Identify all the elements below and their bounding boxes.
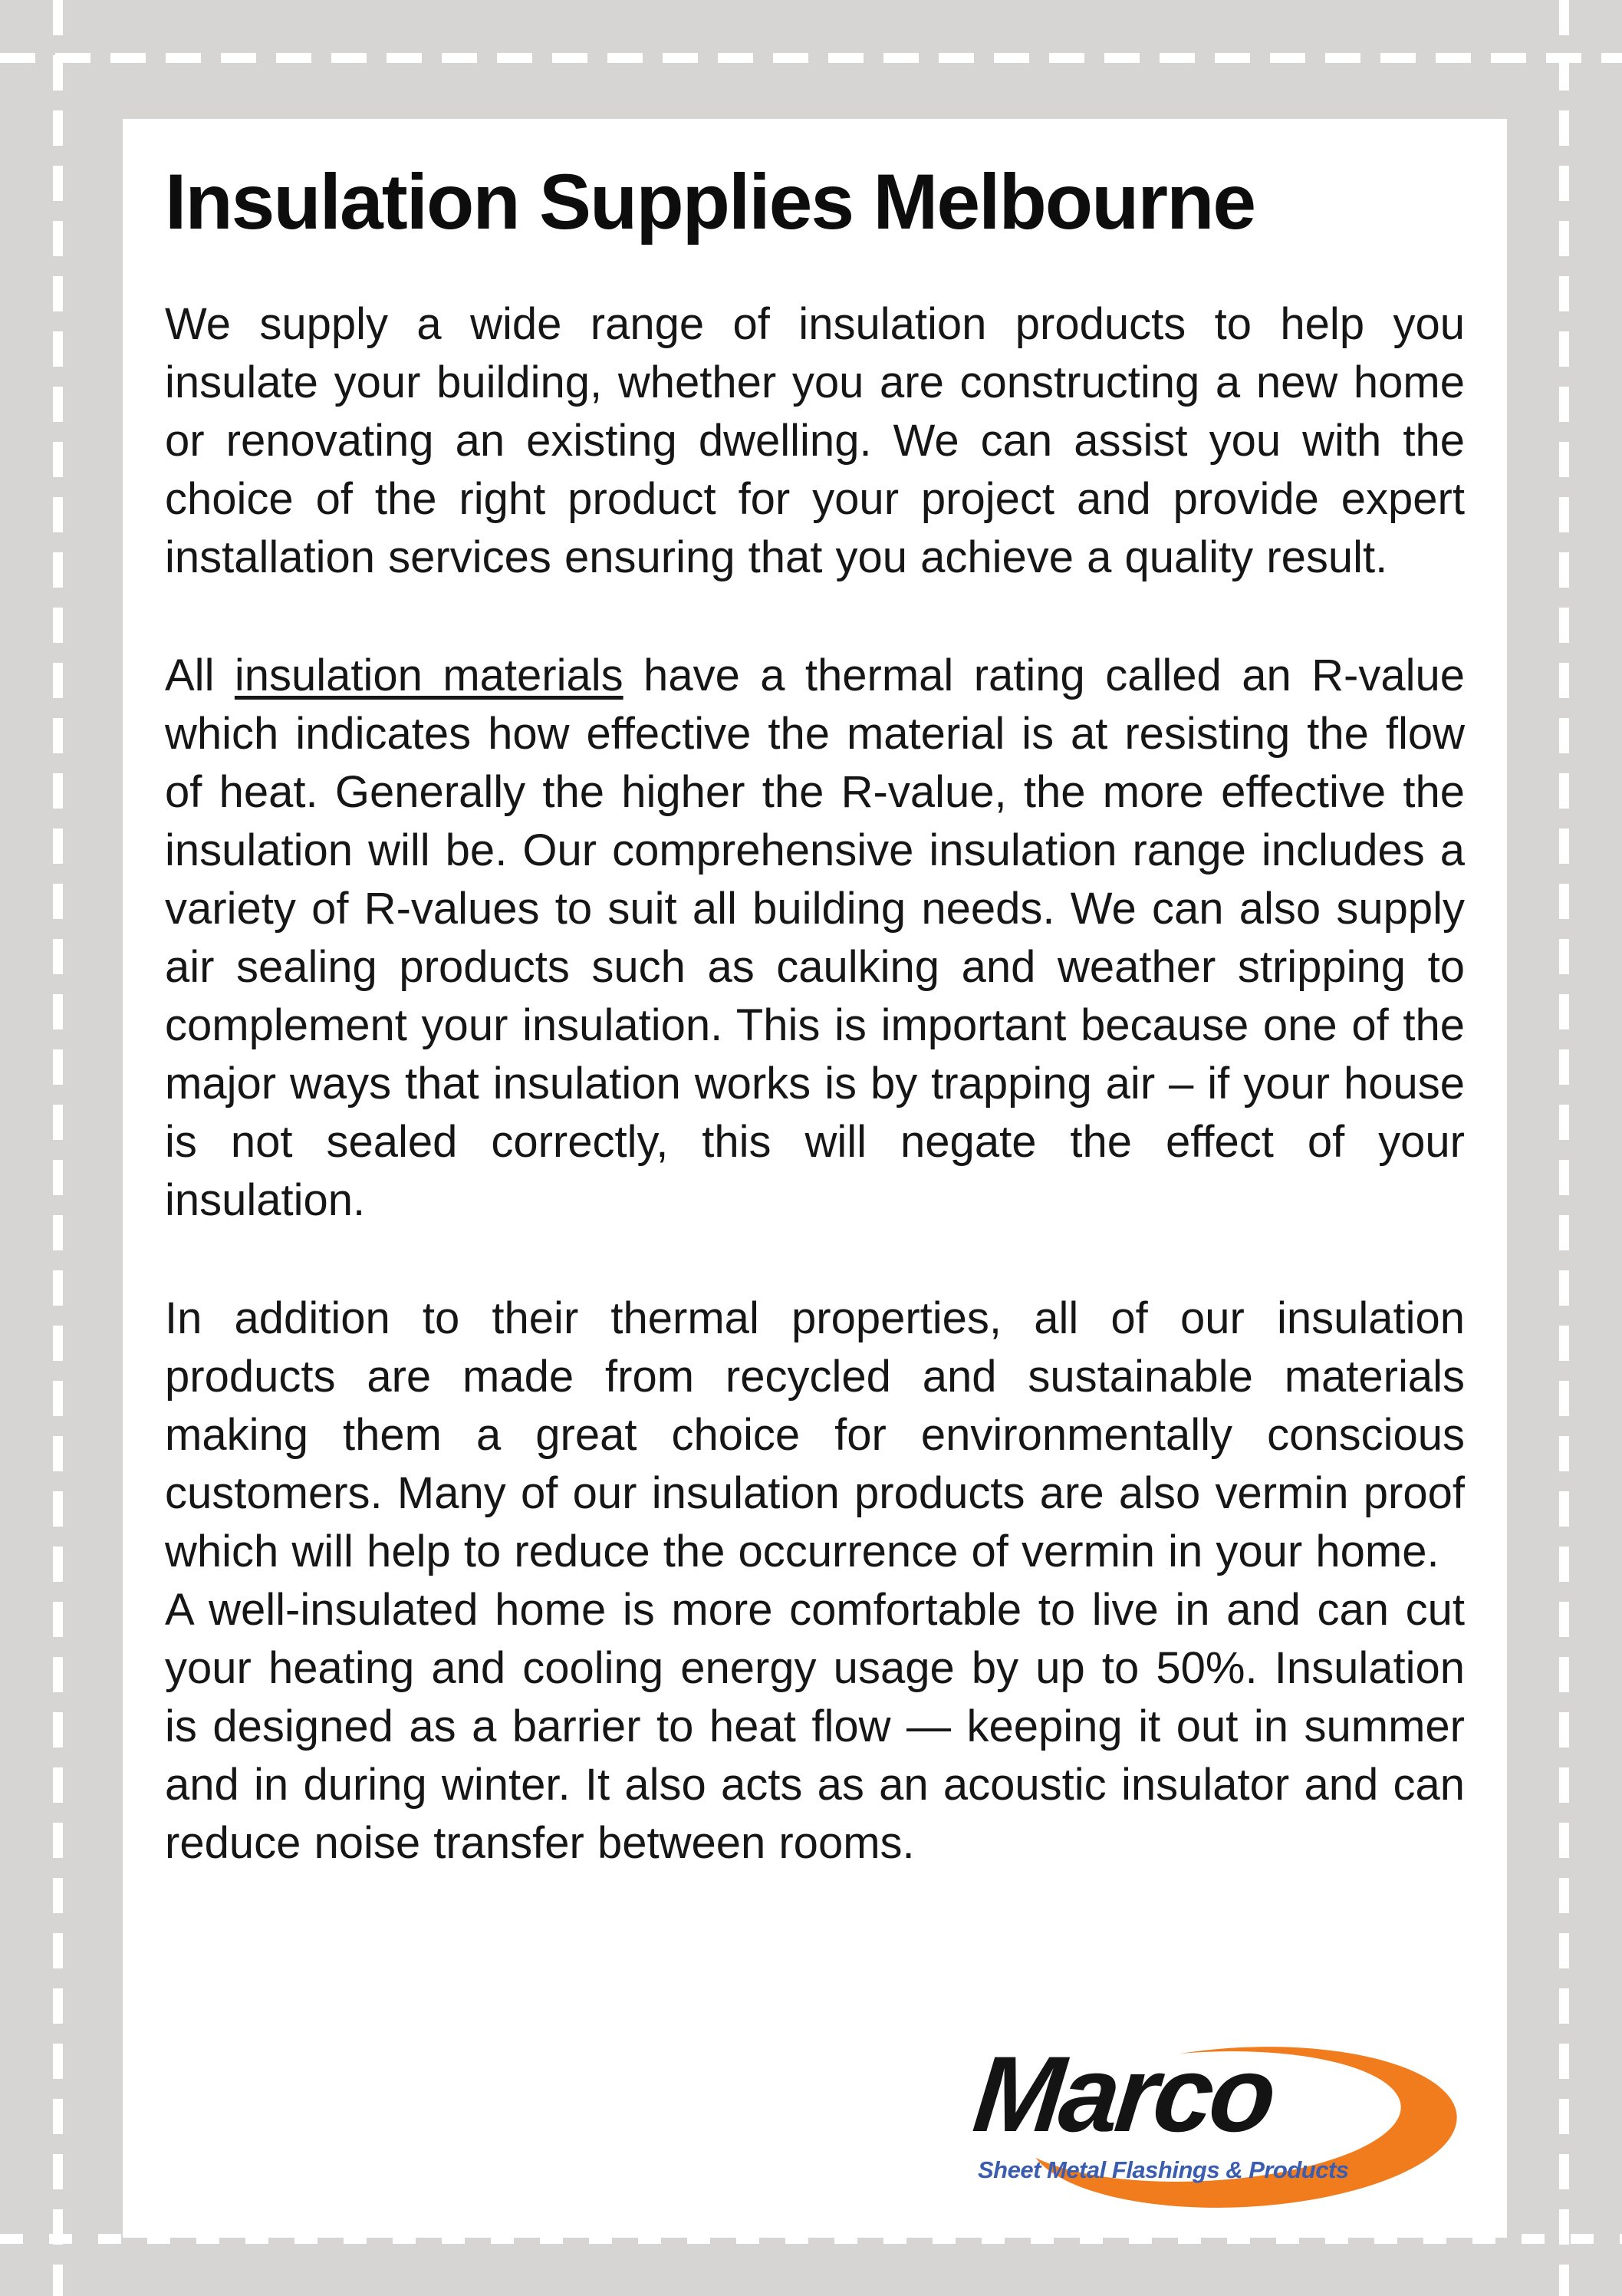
body-copy <box>165 295 1465 1873</box>
sustainability-paragraph <box>165 1290 1465 1581</box>
flyer-card <box>123 119 1507 2238</box>
logo-brand-text: Marco <box>968 2034 1278 2154</box>
rvalue-paragraph-suffix: have a thermal rating called an R-value which indicates how effective the material is at resisting the flow of heat. Generally the higher the R-value, the more effective the insulation will be. Our comprehensive insulation range includes a variety of R-values to suit all building needs. We can also supply air sealing products such as caulking and weather stripping to complement your insulation. This is important because one of the major ways that insulation works is by trapping air – if your house is not sealed correctly, this will negate the effect of your insulation. <box>165 651 1465 1226</box>
insulation-materials-link[interactable]: insulation materials <box>234 651 623 701</box>
page-title: Insulation Supplies Melbourne <box>165 158 1255 245</box>
stitch-border-left <box>53 0 63 2296</box>
logo-tagline-text: Sheet Metal Flashings & Products <box>978 2156 1349 2183</box>
stitch-border-right <box>1559 0 1569 2296</box>
comfort-paragraph <box>165 1581 1465 1873</box>
marco-logo <box>968 2034 1461 2212</box>
comfort-paragraph-text: A well-insulated home is more comfortable to live in and can cut your heating and cooling energy usage by up to 50%. Insulation is designed as a barrier to heat flow — keeping it out in summer and in during winter. It also acts as an acoustic insulator and can reduce noise transfer between rooms. <box>165 1585 1465 1869</box>
sustainability-paragraph-text: In addition to their thermal properties, all of our insulation products are made from recycled and sustainable materials making them a great choice for environmentally conscious customers. Many of our insulation products are also vermin proof which will help to reduce the occurrence of vermin in your home. <box>165 1293 1465 1577</box>
stitch-border-top <box>0 53 1622 63</box>
rvalue-paragraph-prefix: All <box>165 651 235 701</box>
intro-paragraph-text: We supply a wide range of insulation products to help you insulate your building, whether you are constructing a new home or renovating an existing dwelling. We can assist you with the choice of the right product for your project and provide expert installation services ensuring that you achieve a quality result. <box>165 299 1465 583</box>
intro-paragraph <box>165 295 1465 587</box>
rvalue-paragraph <box>165 647 1465 1230</box>
